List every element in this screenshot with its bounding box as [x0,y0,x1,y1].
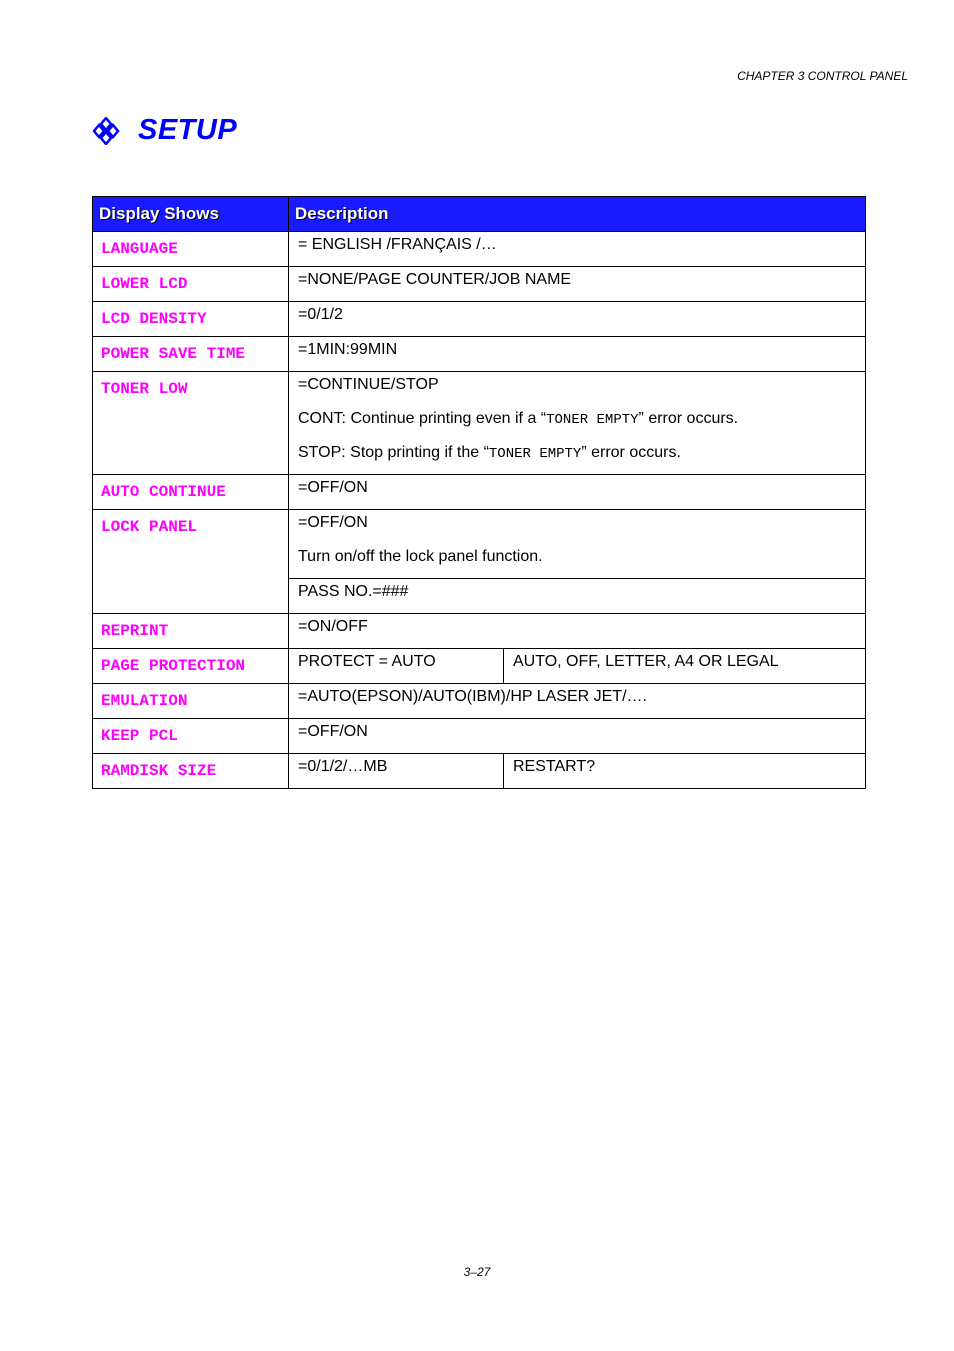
note-text: CONT: Continue printing even if a “ [298,410,547,427]
setting-key: REPRINT [93,614,289,649]
table-row [93,267,866,302]
setup-table [92,196,866,789]
table-row [93,475,866,510]
table-row [93,719,866,754]
setting-value [289,684,866,719]
column-header-description: Description [289,197,866,232]
setting-key: RAMDISK SIZE [93,754,289,789]
setting-key: POWER SAVE TIME [93,337,289,372]
table-header-row [93,197,866,232]
table-row [93,232,866,267]
table-row [93,510,866,579]
setting-options [504,754,866,789]
value-line: =OFF/ON [298,479,368,496]
setting-value [289,614,866,649]
value-note: Turn on/off the lock panel function. [298,548,543,565]
value-line: =AUTO(EPSON)/AUTO(IBM)/HP LASER JET/…. [298,688,647,705]
value-line: =0/1/2/…MB [298,758,388,775]
setting-value [289,649,504,684]
note-text: ” error occurs. [638,410,739,427]
value-line: AUTO, OFF, LETTER, A4 OR LEGAL [513,653,779,670]
setting-value [289,579,866,614]
setting-options [504,649,866,684]
setting-value [289,754,504,789]
table-row [93,372,866,475]
setting-value [289,232,866,267]
value-line: =OFF/ON [298,723,368,740]
page-number: 3–27 [463,1265,491,1279]
setting-key: LOCK PANEL [93,510,289,614]
setting-key: PAGE PROTECTION [93,649,289,684]
value-line: =CONTINUE/STOP [298,376,439,393]
value-line: PASS NO.=### [298,583,409,600]
table-row [93,649,866,684]
note-code: TONER EMPTY [546,412,639,428]
setting-key: TONER LOW [93,372,289,475]
setting-key: EMULATION [93,684,289,719]
setting-value [289,337,866,372]
setting-key: AUTO CONTINUE [93,475,289,510]
value-note [289,406,865,440]
setting-key: LOWER LCD [93,267,289,302]
setting-value [289,510,866,579]
value-line: =1MIN:99MIN [298,341,398,358]
setting-value [289,302,866,337]
column-header-display: Display Shows [93,197,289,232]
note-text: ” error occurs. [581,444,681,461]
section-heading [92,114,237,147]
chapter-header: CHAPTER 3 CONTROL PANEL [737,69,908,83]
value-line: =0/1/2 [298,306,343,323]
setting-key: LCD DENSITY [93,302,289,337]
setting-value [289,372,866,475]
value-line: =NONE/PAGE COUNTER/JOB NAME [298,271,572,288]
table-row [93,614,866,649]
table-row [93,337,866,372]
note-text: STOP: Stop printing if the “ [298,444,489,461]
table-row [93,754,866,789]
value-line: = ENGLISH /FRANÇAIS /… [298,236,497,253]
value-line: =OFF/ON [298,514,368,531]
setting-value [289,267,866,302]
note-code: TONER EMPTY [488,446,582,462]
page-title: SETUP [138,114,238,146]
value-line: =ON/OFF [298,618,368,635]
diamond-cluster-icon [92,117,120,145]
setting-value [289,475,866,510]
value-note [289,440,865,474]
setting-value [289,719,866,754]
table-row [93,684,866,719]
value-line: RESTART? [513,758,596,775]
setting-key: KEEP PCL [93,719,289,754]
value-line: PROTECT = AUTO [298,653,436,670]
table-row [93,302,866,337]
setting-key: LANGUAGE [93,232,289,267]
